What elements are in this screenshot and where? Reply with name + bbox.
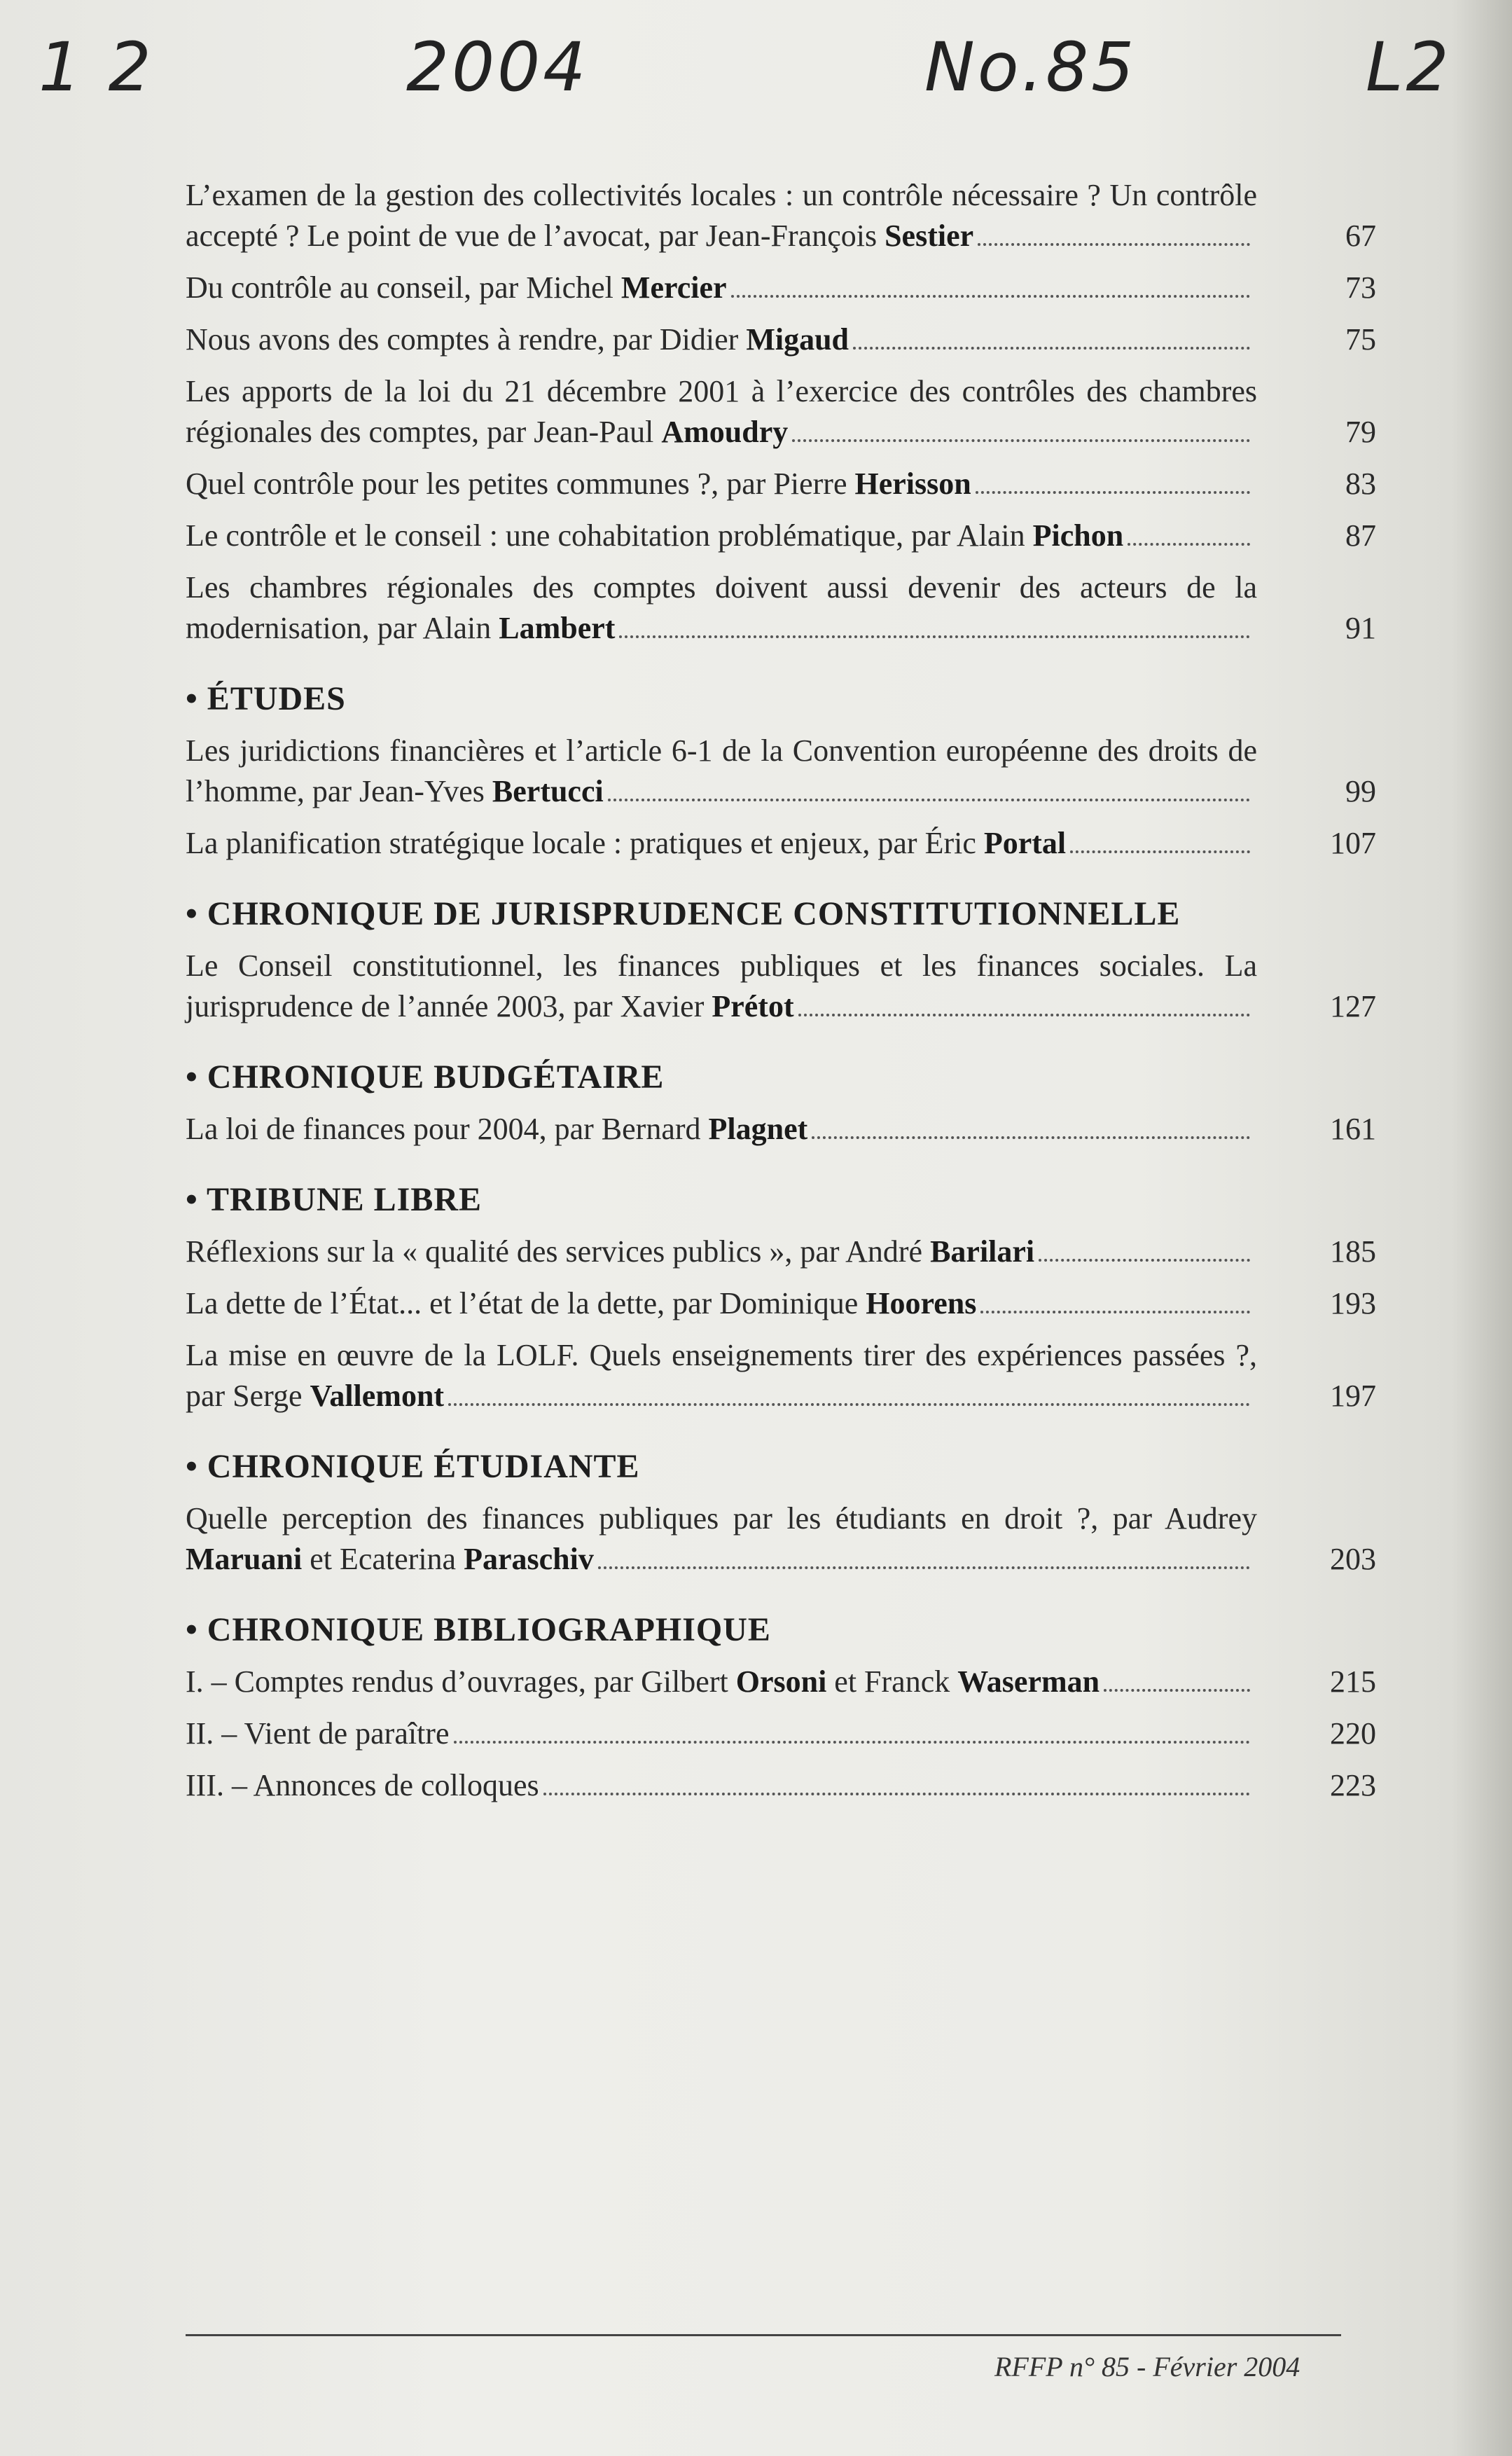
entry-text-connector: et Ecaterina [302, 1542, 464, 1576]
page-number: 203 [1330, 1542, 1376, 1576]
toc-entry-title [186, 731, 1257, 812]
page-number: 220 [1330, 1716, 1376, 1751]
author-surname: Plagnet [708, 1112, 808, 1146]
toc-entry [186, 319, 1376, 360]
author-surname: Migaud [746, 322, 849, 357]
section-heading: • ÉTUDES [186, 680, 346, 717]
entry-text: Quelle perception des finances publiques par les étudiants en droit ?, par Audrey [186, 1501, 1257, 1536]
section-heading: • CHRONIQUE DE JURISPRUDENCE CONSTITUTIONNELLE [186, 895, 1181, 932]
page-number: 107 [1330, 826, 1376, 860]
page-number: 75 [1345, 322, 1376, 357]
leader-dots [978, 243, 1250, 246]
toc-entry-title [186, 1498, 1257, 1580]
page-number: 91 [1345, 611, 1376, 645]
leader-dots [1070, 850, 1250, 853]
leader-dots [1104, 1689, 1250, 1692]
page-number: 73 [1345, 270, 1376, 305]
toc-entry [186, 1335, 1376, 1416]
entry-text: II. – Vient de paraître [186, 1716, 450, 1751]
entry-text: Les apports de la loi du 21 décembre 2001 à l’exercice des contrôles des chambres régionales des comptes, par Jean-Paul [186, 374, 1257, 449]
leader-dots [454, 1741, 1251, 1744]
section-heading: • CHRONIQUE BIBLIOGRAPHIQUE [186, 1611, 771, 1648]
footer-divider [186, 2334, 1341, 2336]
page-number: 127 [1330, 989, 1376, 1023]
author-surname: Vallemont [310, 1379, 445, 1413]
page-number: 83 [1345, 467, 1376, 501]
section-heading: • CHRONIQUE ÉTUDIANTE [186, 1448, 640, 1485]
toc-entry [186, 175, 1376, 256]
leader-dots [812, 1136, 1250, 1139]
entry-text: L’examen de la gestion des collectivités locales : un contrôle nécessaire ? Un contrôle accepté ? Le point de vue de l’avocat, par Jean-François [186, 178, 1257, 253]
toc-entry [186, 1232, 1376, 1272]
author-surname: Mercier [620, 270, 727, 305]
author-surname: Amoudry [661, 415, 789, 449]
page-number: 99 [1345, 774, 1376, 808]
page-number: 87 [1345, 518, 1376, 553]
toc-entry [186, 823, 1376, 864]
toc-entry [186, 1713, 1376, 1754]
toc-entry-title [186, 464, 1257, 504]
handwritten-corner-mark: L2 [1366, 28, 1452, 106]
leader-dots [598, 1566, 1250, 1569]
entry-text: Réflexions sur la « qualité des services publics », par André [186, 1234, 931, 1269]
entry-text: Le Conseil constitutionnel, les finances publiques et les finances sociales. La jurisprudence de l’année 2003, par Xavier [186, 948, 1257, 1023]
entry-text: Le contrôle et le conseil : une cohabitation problématique, par Alain [186, 518, 1033, 553]
toc-entry-title [186, 567, 1257, 649]
toc-entry [186, 371, 1376, 453]
toc-entry-title [186, 268, 1257, 308]
toc-entry-title [186, 371, 1257, 453]
entry-text: I. – Comptes rendus d’ouvrages, par Gilbert [186, 1664, 736, 1699]
entry-text: Les chambres régionales des comptes doivent aussi devenir des acteurs de la modernisation, par Alain [186, 570, 1257, 645]
leader-dots [798, 1014, 1250, 1016]
toc-entry [186, 1765, 1376, 1806]
leader-dots [1128, 543, 1250, 546]
toc-entry-title [186, 1662, 1257, 1702]
page-number: 185 [1330, 1234, 1376, 1269]
page-number: 67 [1345, 219, 1376, 253]
toc-entry-title [186, 516, 1257, 556]
toc-entry [186, 516, 1376, 556]
leader-dots [853, 347, 1250, 350]
toc-entry [186, 464, 1376, 504]
leader-dots [792, 439, 1250, 442]
toc-entry [186, 1283, 1376, 1324]
author-surname: Prétot [712, 989, 794, 1023]
footer-citation: RFFP n° 85 - Février 2004 [994, 2351, 1301, 2382]
page-number: 161 [1330, 1112, 1376, 1146]
entry-text: La planification stratégique locale : pratiques et enjeux, par Éric [186, 826, 984, 860]
toc-entry [186, 1662, 1376, 1702]
entry-text: La dette de l’État... et l’état de la dette, par Dominique [186, 1286, 866, 1320]
toc-entry-title [186, 175, 1257, 256]
entry-text: La loi de finances pour 2004, par Bernard [186, 1112, 709, 1146]
author-surname: Bertucci [492, 774, 604, 808]
author-surname: Maruani [186, 1542, 303, 1576]
second-author-surname: Waserman [957, 1664, 1100, 1699]
author-surname: Sestier [885, 219, 974, 253]
entry-text-connector: et Franck [826, 1664, 958, 1699]
handwritten-year: 2004 [406, 28, 589, 106]
entry-text: Nous avons des comptes à rendre, par Didier [186, 322, 747, 357]
entry-text: Quel contrôle pour les petites communes ?, par Pierre [186, 467, 855, 501]
author-surname: Barilari [930, 1234, 1035, 1269]
author-surname: Orsoni [735, 1664, 827, 1699]
page-number: 215 [1330, 1664, 1376, 1699]
leader-dots [1039, 1259, 1250, 1262]
author-surname: Lambert [499, 611, 616, 645]
entry-text: Les juridictions financières et l’article 6-1 de la Convention européenne des droits de l’homme, par Jean-Yves [186, 733, 1257, 808]
author-surname: Portal [983, 826, 1067, 860]
leader-dots [976, 491, 1250, 494]
page-number: 193 [1330, 1286, 1376, 1320]
toc-entry-title [186, 1713, 1257, 1754]
leader-dots [448, 1403, 1250, 1406]
entry-text: III. – Annonces de colloques [186, 1768, 539, 1802]
author-surname: Hoorens [866, 1286, 977, 1320]
toc-entry-title [186, 319, 1257, 360]
toc-entry [186, 946, 1376, 1027]
author-surname: Pichon [1032, 518, 1124, 553]
leader-dots [980, 1311, 1250, 1313]
toc-entry [186, 731, 1376, 812]
toc-entry-title [186, 1335, 1257, 1416]
leader-dots [619, 635, 1250, 638]
toc-entry [186, 567, 1376, 649]
toc-entry [186, 268, 1376, 308]
handwritten-issue: No.85 [924, 28, 1137, 106]
page-number: 79 [1345, 415, 1376, 449]
leader-dots [608, 799, 1250, 801]
toc-entry-title [186, 1283, 1257, 1324]
leader-dots [543, 1793, 1250, 1795]
toc-entry-title [186, 1765, 1257, 1806]
toc-entry [186, 1109, 1376, 1150]
author-surname: Herisson [854, 467, 971, 501]
page-number: 197 [1330, 1379, 1376, 1413]
second-author-surname: Paraschiv [464, 1542, 594, 1576]
section-heading: • CHRONIQUE BUDGÉTAIRE [186, 1058, 665, 1096]
page-number: 223 [1330, 1768, 1376, 1802]
handwritten-volume: 1 2 [39, 28, 154, 106]
toc-entry-title [186, 1232, 1257, 1272]
toc-entry-title [186, 823, 1257, 864]
table-of-contents [186, 175, 1376, 1817]
entry-text: La mise en œuvre de la LOLF. Quels enseignements tirer des expériences passées ?, par Serge [186, 1338, 1257, 1413]
toc-entry [186, 1498, 1376, 1580]
leader-dots [731, 295, 1250, 298]
toc-entry-title [186, 1109, 1257, 1150]
entry-text: Du contrôle au conseil, par Michel [186, 270, 621, 305]
section-heading: • TRIBUNE LIBRE [186, 1181, 483, 1218]
toc-entry-title [186, 946, 1257, 1027]
